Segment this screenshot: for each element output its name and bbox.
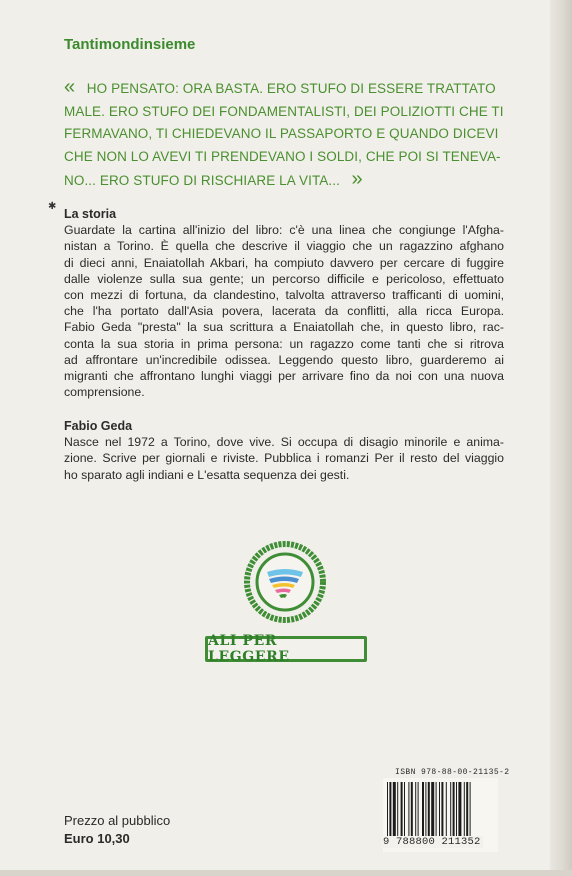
story-line: conta la sua storia in prima persona: un ragazzo come tanti che si ritrova — [64, 336, 504, 351]
page-edge-bottom — [0, 870, 572, 876]
asterisk-mark: ✱ — [48, 201, 57, 212]
story-line: di dieci anni, Enaiatollah Akbari, ha compiuto davvero per cercare di fuggire — [64, 255, 504, 270]
story-heading: La storia — [64, 207, 117, 221]
author-line: Nasce nel 1972 a Torino, dove vive. Si occupa di disagio minorile e anima- — [64, 435, 504, 450]
logo-emblem-icon — [243, 540, 327, 624]
story-line: dalle violenze sulla sua gente; un percorso difficile e pericoloso, effettuato — [64, 271, 504, 286]
logo-banner: ALI PER LEGGERE — [205, 636, 367, 662]
author-line: zione. Scrive per giornali e riviste. Pubblica i romanzi Per il resto del viaggio — [64, 451, 504, 466]
story-line: migranti che affrontano lunghi viaggi per arrivare fino da noi con una nuova — [64, 369, 504, 384]
quote-close-mark: » — [351, 168, 363, 190]
price-block — [64, 812, 170, 848]
author-line: ho sparato agli indiani e L'esatta sequenza dei gesti. — [64, 467, 350, 482]
price-amount: Euro 10,30 — [64, 831, 130, 846]
barcode-digits: 9 788800 211352 — [383, 836, 481, 848]
page-edge — [550, 0, 572, 876]
story-line: comprensione. — [64, 385, 145, 400]
quote-line-1: « HO PENSATO: ORA BASTA. ERO STUFO DI ESSERE TRATTATO — [64, 76, 496, 98]
author-section — [64, 418, 504, 483]
quote-line-2: MALE. ERO STUFO DEI FONDAMENTALISTI, DEI POLIZIOTTI CHE TI — [64, 103, 504, 119]
isbn-label: ISBN 978-88-00-21135-2 — [395, 768, 510, 777]
quote-line-5: NO... ERO STUFO DI RISCHIARE LA VITA... » — [64, 168, 363, 190]
story-line: Fabio Geda "presta" la sua scrittura a Enaiatollah che, in questo libro, rac- — [64, 320, 504, 335]
pull-quote — [64, 76, 522, 193]
story-line: che l'ha portato dall'Asia povera, lacerata da conflitti, alla ricca Europa. — [64, 304, 504, 319]
author-heading: Fabio Geda — [64, 419, 133, 433]
story-line: con mezzi di fortuna, da clandestino, talvolta attraverso trafficanti di uomini, — [64, 288, 504, 303]
story-line: ad affrontare un'incredibile odissea. Leggendo questo libro, guarderemo ai — [64, 352, 504, 367]
story-section — [64, 206, 504, 400]
series-title: Tantimondinsieme — [64, 36, 196, 53]
quote-line-3: FERMAVANO, TI CHIEDEVANO IL PASSAPORTO E QUANDO DICEVI — [64, 126, 499, 141]
story-line: nistan a Torino. È quella che descrive il viaggio che un ragazzino afghano — [64, 239, 504, 254]
price-label: Prezzo al pubblico — [64, 813, 171, 828]
quote-open-mark: « — [64, 76, 76, 98]
quote-line-4: CHE NON LO AVEVI TI PRENDEVANO I SOLDI, CHE POI SI TENEVA- — [64, 148, 501, 164]
story-line: Guardate la cartina all'inizio del libro: c'è una linea che congiunge l'Afgha- — [64, 223, 504, 238]
